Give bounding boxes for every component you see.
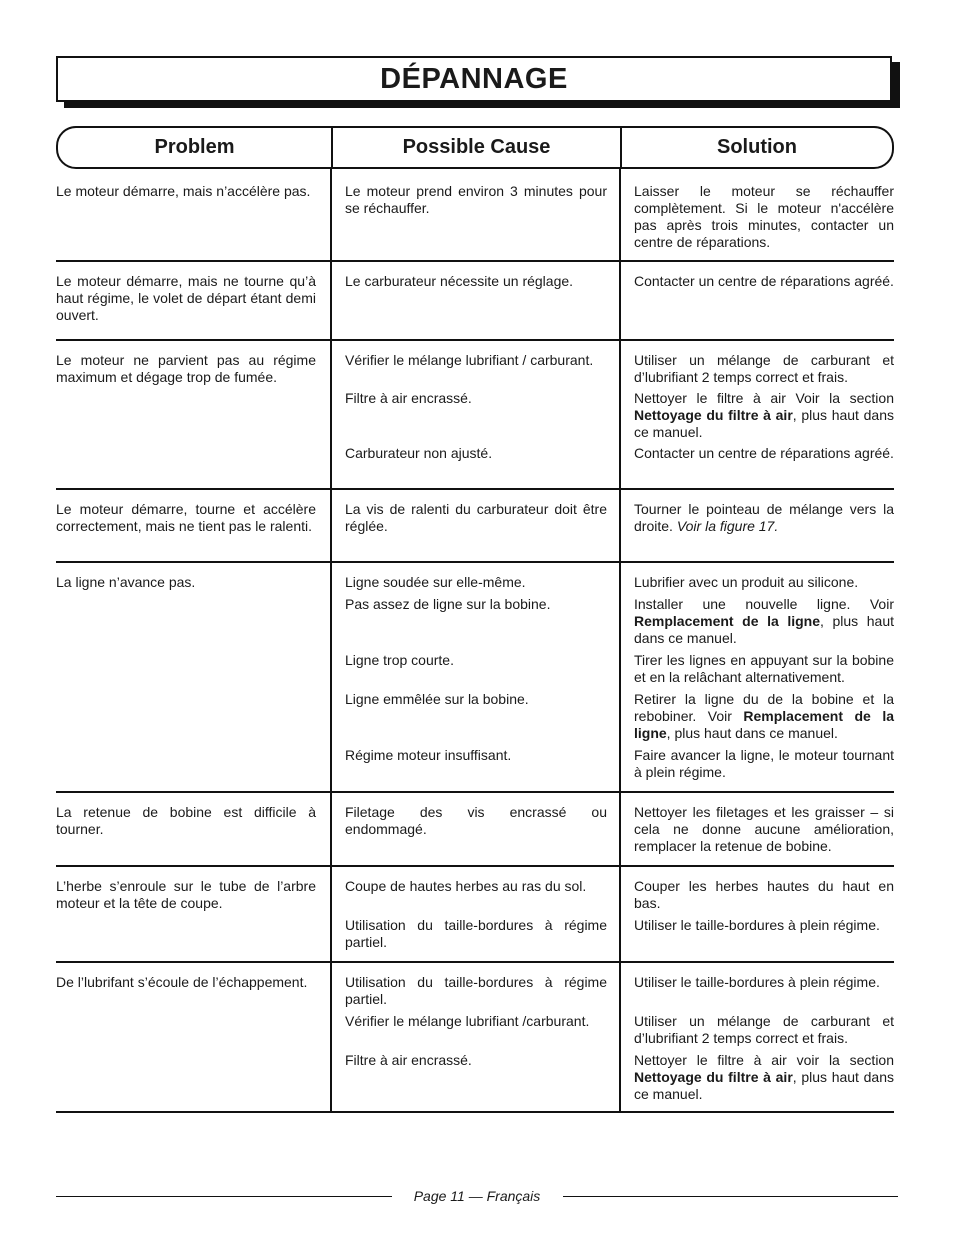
problem-text: La retenue de bobine est difficile à tourner. xyxy=(56,804,316,837)
solution-text: Installer une nouvelle ligne. Voir Remplacement de la ligne, plus haut dans ce manuel. xyxy=(634,596,894,646)
problem-cell xyxy=(56,490,332,561)
solution-cell xyxy=(621,169,894,260)
footer-text-wrap xyxy=(56,1186,898,1206)
cause-text: Pas assez de ligne sur la bobine. xyxy=(345,596,551,612)
problem-cell xyxy=(56,793,332,865)
cause-text: Carburateur non ajusté. xyxy=(345,445,493,461)
solution-text: Nettoyer les filetages et les graisser – si cela ne donne aucune amélioration, remplacer la retenue de bobine. xyxy=(634,804,894,854)
troubleshooting-table xyxy=(56,169,894,1113)
problem-cell xyxy=(56,563,332,791)
solution-text: Laisser le moteur se réchauffer complètement. Si le moteur n'accélère pas après trois minutes, contacter un centre de réparations. xyxy=(634,183,894,250)
solution-text: Nettoyer le filtre à air voir la section Nettoyage du filtre à air, plus haut dans ce manuel. xyxy=(634,1052,894,1102)
solution-text: Tourner le pointeau de mélange vers la droite. Voir la figure 17. xyxy=(634,501,894,534)
cause-text: Utilisation du taille-bordures à régime partiel. xyxy=(345,917,607,950)
title-banner xyxy=(56,56,892,102)
table-row xyxy=(56,262,894,341)
solution-text: Utiliser le taille-bordures à plein régime. xyxy=(634,917,880,933)
problem-text: De l’lubrifant s’écoule de l’échappement. xyxy=(56,974,308,990)
cause-text: Le carburateur nécessite un réglage. xyxy=(345,273,574,289)
table-row xyxy=(56,563,894,793)
problem-text: Le moteur ne parvient pas au régime maximum et dégage trop de fumée. xyxy=(56,352,316,385)
problem-text: La ligne n’avance pas. xyxy=(56,574,196,590)
cause-text: Vérifier le mélange lubrifiant /carburant. xyxy=(345,1013,590,1029)
cause-cell xyxy=(332,963,621,1111)
solution-cell xyxy=(621,963,894,1111)
cause-text: Filtre à air encrassé. xyxy=(345,1052,472,1068)
header-cause: Possible Cause xyxy=(333,128,622,167)
problem-cell xyxy=(56,169,332,260)
cause-text: Ligne emmêlée sur la bobine. xyxy=(345,691,529,707)
solution-text: Contacter un centre de réparations agréé. xyxy=(634,273,894,289)
solution-cell xyxy=(621,341,894,488)
header-problem: Problem xyxy=(58,128,333,167)
problem-cell xyxy=(56,262,332,339)
table-row xyxy=(56,867,894,963)
table-row xyxy=(56,169,894,262)
cause-text: Vérifier le mélange lubrifiant / carburant. xyxy=(345,352,594,368)
cause-text: Ligne trop courte. xyxy=(345,652,454,668)
problem-cell xyxy=(56,963,332,1111)
problem-text: Le moteur démarre, tourne et accélère correctement, mais ne tient pas le ralenti. xyxy=(56,501,316,534)
solution-cell xyxy=(621,867,894,961)
solution-text: Lubrifier avec un produit au silicone. xyxy=(634,574,859,590)
solution-cell xyxy=(621,262,894,339)
header-solution: Solution xyxy=(717,136,797,158)
cause-text: Filetage des vis encrassé ou endommagé. xyxy=(345,804,607,837)
page-title: DÉPANNAGE xyxy=(380,63,568,95)
page-footer xyxy=(56,1186,898,1206)
cause-cell xyxy=(332,262,621,339)
cause-cell xyxy=(332,341,621,488)
problem-text: Le moteur démarre, mais n’accélère pas. xyxy=(56,183,311,199)
solution-text: Retirer la ligne du de la bobine et la rebobiner. Voir Remplacement de la ligne, plus haut dans ce manuel. xyxy=(634,691,894,741)
cause-cell xyxy=(332,169,621,260)
cause-text: Coupe de hautes herbes au ras du sol. xyxy=(345,878,587,894)
solution-text: Faire avancer la ligne, le moteur tournant à plein régime. xyxy=(634,747,894,780)
table-row xyxy=(56,793,894,867)
solution-text: Utiliser le taille-bordures à plein régime. xyxy=(634,974,880,990)
problem-text: L’herbe s’enroule sur le tube de l’arbre moteur et la tête de coupe. xyxy=(56,878,316,911)
solution-text: Utiliser un mélange de carburant et d’lubrifiant 2 temps correct et frais. xyxy=(634,352,894,385)
cause-text: La vis de ralenti du carburateur doit être réglée. xyxy=(345,501,607,534)
solution-cell xyxy=(621,563,894,791)
problem-cell xyxy=(56,341,332,488)
cause-text: Ligne soudée sur elle-même. xyxy=(345,574,526,590)
cause-text: Utilisation du taille-bordures à régime partiel. xyxy=(345,974,607,1007)
solution-text: Tirer les lignes en appuyant sur la bobine et en la relâchant alternativement. xyxy=(634,652,894,685)
solution-text: Utiliser un mélange de carburant et d’lubrifiant 2 temps correct et frais. xyxy=(634,1013,894,1046)
solution-text: Nettoyer le filtre à air Voir la section Nettoyage du filtre à air, plus haut dans ce manuel. xyxy=(634,390,894,440)
cause-text: Le moteur prend environ 3 minutes pour se réchauffer. xyxy=(345,183,607,216)
page-number: Page 11 — Français xyxy=(402,1188,553,1204)
table-header xyxy=(56,126,894,169)
cause-text: Filtre à air encrassé. xyxy=(345,390,472,406)
table-row xyxy=(56,341,894,490)
cause-cell xyxy=(332,490,621,561)
solution-text: Contacter un centre de réparations agréé. xyxy=(634,445,894,461)
solution-cell xyxy=(621,490,894,561)
cause-cell xyxy=(332,867,621,961)
cause-cell xyxy=(332,563,621,791)
solution-text: Couper les herbes hautes du haut en bas. xyxy=(634,878,894,911)
cause-text: Régime moteur insuffisant. xyxy=(345,747,512,763)
table-row xyxy=(56,490,894,563)
solution-cell xyxy=(621,793,894,865)
cause-cell xyxy=(332,793,621,865)
problem-text: Le moteur démarre, mais ne tourne qu’à haut régime, le volet de départ étant demi ouvert. xyxy=(56,273,316,323)
table-row xyxy=(56,963,894,1113)
problem-cell xyxy=(56,867,332,961)
